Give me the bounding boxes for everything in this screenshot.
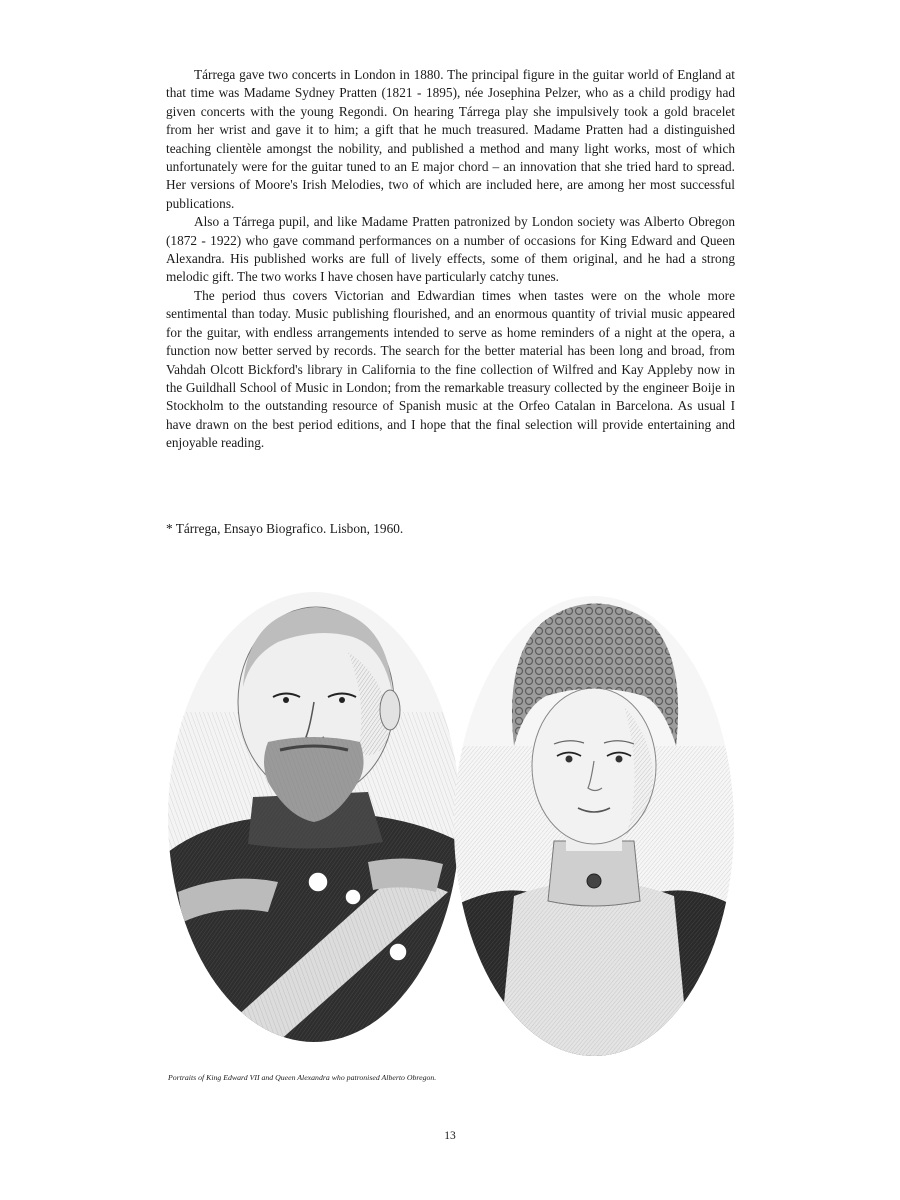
- body-text: [166, 66, 735, 453]
- portrait-queen-alexandra: [454, 596, 734, 1056]
- paragraph-2: Also a Tárrega pupil, and like Madame Pratten patronized by London society was Alberto Obregon (1872 - 1922) who gave command performances on a number of occasions for King Edward and Queen Alexandra. His published works are full of lively effects, some of them original, and he had a strong melodic gift. The two works I have chosen have particularly catchy tunes.: [166, 214, 735, 285]
- paragraph-3: The period thus covers Victorian and Edwardian times when tastes were on the whole more sentimental than today. Music publishing flourished, and an enormous quantity of trivial music appeared for the guitar, with endless arrangements intended to serve as home reminders of a night at the opera, a function now better served by records. The search for the better material has been long and broad, from Vahdah Olcott Bickford's library in California to the fine collection of Wilfred and Kay Appleby now in the Guildhall School of Music in London; from the remarkable treasury collected by the engineer Boije in Stockholm to the outstanding resource of Spanish music at the Orfeo Catalan in Barcelona. As usual I have drawn on the best period editions, and I hope that the final selection will provide entertaining and enjoyable reading.: [166, 287, 735, 451]
- portrait-king-edward-image: [168, 592, 460, 1042]
- figure-caption: Portraits of King Edward VII and Queen Alexandra who patronised Alberto Obregon.: [168, 1073, 437, 1082]
- portrait-queen-alexandra-image: [454, 596, 734, 1056]
- paragraph-1: Tárrega gave two concerts in London in 1880. The principal figure in the guitar world of England at that time was Madame Sydney Pratten (1821 - 1895), née Josephina Pelzer, who as a child prodigy had given concerts with the young Regondi. On hearing Tárrega play she impulsively took a gold bracelet from her wrist and gave it to him; a gift that he much treasured. Madame Pratten had a distinguished teaching clientèle amongst the nobility, and published a method and many light works, most of which unfortunately were for the guitar tuned to an E major chord – an innovation that she tried hard to spread. Her versions of Moore's Irish Melodies, two of which are included here, are among her most successful publications.: [166, 67, 735, 211]
- portrait-figure: [168, 592, 734, 1062]
- portrait-king-edward: [168, 592, 460, 1042]
- page-number: 13: [444, 1130, 456, 1142]
- footnote: * Tárrega, Ensayo Biografico. Lisbon, 1960.: [166, 521, 404, 536]
